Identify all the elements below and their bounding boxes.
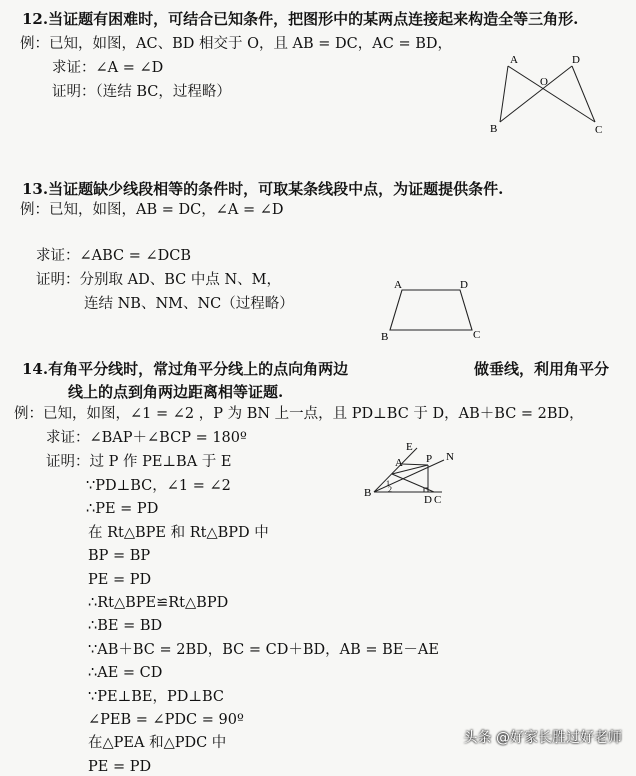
s14-proof-step: ∴Rt△BPE≌Rt△BPD <box>88 595 229 611</box>
s14-label-2: 2 <box>388 485 392 494</box>
s13-label-d: D <box>460 279 468 291</box>
s12-label-a: A <box>510 54 518 66</box>
s14-figure <box>362 438 462 508</box>
s14-proof-step: ∴BE = BD <box>88 618 163 635</box>
s14-ray-bn <box>374 460 444 492</box>
s14-proof-step: 在 Rt△BPE 和 Rt△BPD 中 <box>88 524 269 541</box>
s14-prove: 求证：∠BAP＋∠BCP = 180º <box>46 430 247 446</box>
s14-proof-step: ∴AE = CD <box>88 665 163 682</box>
s14-label-1: 1 <box>386 479 390 488</box>
s12-title: 12.当证题有困难时，可结合已知条件，把图形中的某两点连接起来构造全等三角形. <box>22 10 579 28</box>
s13-trapezoid <box>390 290 472 330</box>
s14-proof-step: BP = BP <box>88 548 151 565</box>
s12-label-c: C <box>595 124 603 136</box>
s12-figure <box>480 52 610 142</box>
s13-title: 13.当证题缺少线段相等的条件时，可取某条线段中点，为证题提供条件. <box>22 180 504 198</box>
s13-label-b: B <box>381 331 389 343</box>
s13-proof-line2: 连结 NB、NM、NC（过程略） <box>84 296 294 312</box>
s14-label-a: A <box>395 457 403 469</box>
s13-label-a: A <box>394 279 402 291</box>
s12-line-ab <box>500 66 508 122</box>
s12-proof: 证明：（连结 BC，过程略） <box>52 84 231 100</box>
s14-title-part3: 线上的点到角两边距离相等证题. <box>68 383 284 401</box>
s14-label-c: C <box>434 494 442 506</box>
s13-prove: 求证：∠ABC = ∠DCB <box>36 248 192 264</box>
s14-label-b: B <box>364 487 372 499</box>
s14-label-n: N <box>446 451 454 463</box>
s14-line-pe <box>402 464 428 465</box>
s12-line-ac <box>508 66 595 122</box>
s14-proof-step: ∵PE⊥BE，PD⊥BC <box>88 688 224 705</box>
s12-label-d: D <box>572 54 580 66</box>
s12-line-db <box>500 66 572 122</box>
s14-proof-step: ∵AB＋BC = 2BD，BC = CD＋BD，AB = BE－AE <box>88 641 439 658</box>
s12-prove: 求证：∠A = ∠D <box>52 60 164 76</box>
s12-given: 例：已知，如图，AC、BD 相交于 O，且 AB = DC，AC = BD， <box>20 36 452 52</box>
s14-proof-step: ∴PE = PD <box>86 501 159 518</box>
s13-given: 例：已知，如图，AB = DC，∠A = ∠D <box>20 202 284 218</box>
s14-proof-step: ∠PEB = ∠PDC = 90º <box>88 712 244 728</box>
s14-given: 例：已知，如图，∠1 = ∠2 ，P 为 BN 上一点，且 PD⊥BC 于 D，AB＋BC = 2BD， <box>14 406 584 422</box>
s13-proof-line1: 证明：分别取 AD、BC 中点 N、M， <box>36 272 281 288</box>
s14-proof-head: 证明：过 P 作 PE⊥BA 于 E <box>46 454 232 470</box>
s13-figure <box>380 278 490 342</box>
s13-label-c: C <box>473 329 481 341</box>
s14-proof-step: 在△PEA 和△PDC 中 <box>88 735 227 752</box>
s14-ray-ba <box>374 448 417 492</box>
s12-label-o: O <box>540 76 548 88</box>
s14-proof-step: PE = PD <box>88 758 152 775</box>
s14-label-d: D <box>424 494 432 506</box>
s14-proof-step: ∵PD⊥BC，∠1 = ∠2 <box>86 478 231 494</box>
s14-title-part1: 14.有角平分线时，常过角平分线上的点向角两边 <box>22 360 349 378</box>
s12-label-b: B <box>490 123 498 135</box>
s14-title-part2: 做垂线，利用角平分 <box>474 360 610 378</box>
watermark: 头条 @好家长胜过好老师 <box>463 730 622 746</box>
s12-line-dc <box>572 66 595 122</box>
s14-label-p: P <box>426 453 433 465</box>
s14-proof-step: PE = PD <box>88 571 152 588</box>
s14-label-e: E <box>406 441 413 453</box>
